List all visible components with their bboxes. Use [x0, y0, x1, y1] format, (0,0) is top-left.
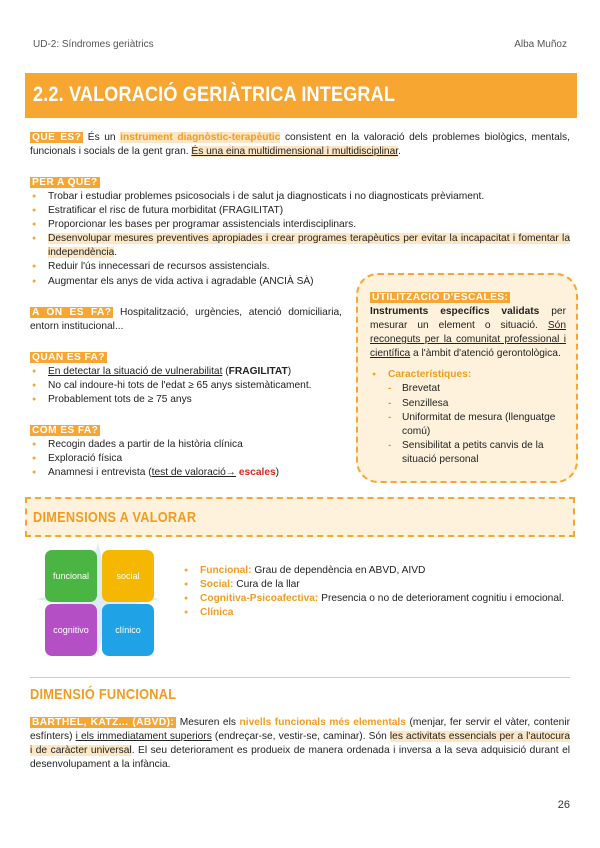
list-item: ● Exploració física	[30, 452, 350, 466]
per-a-que-section	[30, 176, 570, 289]
per-a-que-label: PER A QUÈ?	[32, 177, 98, 188]
list-item: ● En detectar la situació de vulnerabilitat (FRAGILITAT)	[30, 365, 350, 379]
list-item: ● Recogin dades a partir de la història clínica	[30, 438, 350, 452]
utilitzacio-escales-box	[356, 273, 578, 483]
page-number: 26	[557, 799, 570, 811]
utilitzacio-label: UTILITZACIÓ D'ESCALES:	[372, 292, 509, 303]
caracteristiques-item: ● Característiques:	[370, 368, 566, 382]
quan-es-fa-section	[30, 351, 350, 407]
on-es-fa-paragraph: A ON ES FA? Hospitalització, urgències, atenció domiciliaria, entorn institucional...	[30, 307, 342, 333]
diagram-funcional: funcional	[45, 550, 97, 602]
utilitzacio-text: Instruments específics validats per mesurar un element o situació. Són reconeguts per la comunitat professional i científica a l'àmbit d'atenció gerontològica.	[370, 306, 566, 360]
barthel-katz-label: BARTHEL, KATZ... (ABVD):	[32, 717, 175, 728]
header-course: UD-2: Síndromes geriàtrics	[33, 39, 154, 50]
list-item: ● Social: Cura de la llar	[182, 578, 570, 592]
list-item: - Sensibilitat a petits canvis de la situació personal	[388, 439, 566, 467]
dimensio-funcional-heading: DIMENSIÓ FUNCIONAL	[30, 686, 177, 703]
list-item: ● Anamnesi i entrevista (test de valoració→ escales)	[30, 466, 350, 480]
on-es-fa-label: A ON ES FA?	[32, 307, 112, 318]
com-es-fa-label: COM ES FA?	[32, 425, 99, 436]
dimensions-band	[25, 497, 575, 537]
list-item: ● Probablement tots de ≥ 75 anys	[30, 393, 350, 407]
list-item: ● Proporcionar les bases per programar assistencials interdisciplinars.	[30, 218, 570, 232]
que-es-label: QUE ÉS?	[32, 132, 82, 143]
list-item: ● Cognitiva-Psicoafectiva: Presencia o no de deteriorament cognitiu i emocional.	[182, 592, 570, 606]
section-divider	[30, 677, 570, 678]
list-item: ● Trobar i estudiar problemes psicosocials i de salut ja diagnosticats i no diagnosticats prèviament.	[30, 190, 570, 204]
list-item: ● Clínica	[182, 606, 570, 620]
list-item: ● No cal indoure-hi tots de l'edat ≥ 65 anys sistemàticament.	[30, 379, 350, 393]
list-item: - Senzillesa	[388, 397, 566, 411]
diagram-social: social	[102, 550, 154, 602]
funcional-paragraph: BARTHEL, KATZ... (ABVD): Mesuren els nivells funcionals més elementals (menjar, fer servir el vàter, contenir esfínters) i els immediatament superiors (endreçar-se, vestir-se, caminar). Són les activitats essencials per a l'autocura i de caràcter universal. El seu deteriorament es produeix de manera ordenada i inversa a la seva adquisició durant el desenvolupament a la infància.	[30, 717, 570, 771]
list-item: - Brevetat	[388, 382, 566, 396]
list-item: ● Reduir l'ús innecessari de recursos assistencials.	[30, 260, 570, 274]
com-es-fa-section	[30, 424, 350, 480]
list-item: ● Funcional: Grau de dependència en ABVD, AIVD	[182, 564, 570, 578]
diagram-cognitivo: cognitivo	[45, 604, 97, 656]
title-band	[25, 73, 577, 118]
header-author: Alba Muñoz	[514, 39, 567, 50]
que-es-paragraph: QUE ÉS? És un instrument diagnòstic-terapèutic consistent en la valoració dels problemes biològics, mentals, funcionals i socials de la gent gran. És una eina multidimensional i multidisciplinar.	[30, 132, 570, 158]
list-item: ● Desenvolupar mesures preventives apropiades i crear programes terapèutics per evitar la incapacitat i fomentar la independència.	[30, 232, 570, 260]
list-item: ● Augmentar els anys de vida activa i agradable (ANCIÀ SÀ)	[30, 275, 570, 289]
dimensions-list	[182, 564, 570, 620]
page-title: 2.2. VALORACIÓ GERIÀTRICA INTEGRAL	[33, 83, 396, 106]
dimensions-heading: DIMENSIONS A VALORAR	[33, 509, 197, 526]
dimensions-diagram	[36, 542, 160, 656]
diagram-clinico: clínico	[102, 604, 154, 656]
quan-es-fa-label: QUAN ES FA?	[32, 352, 105, 363]
list-item: - Uniformitat de mesura (llenguatge comú)	[388, 411, 566, 439]
list-item: ● Estratificar el risc de futura morbiditat (FRAGILITAT)	[30, 204, 570, 218]
page-header	[33, 38, 567, 52]
